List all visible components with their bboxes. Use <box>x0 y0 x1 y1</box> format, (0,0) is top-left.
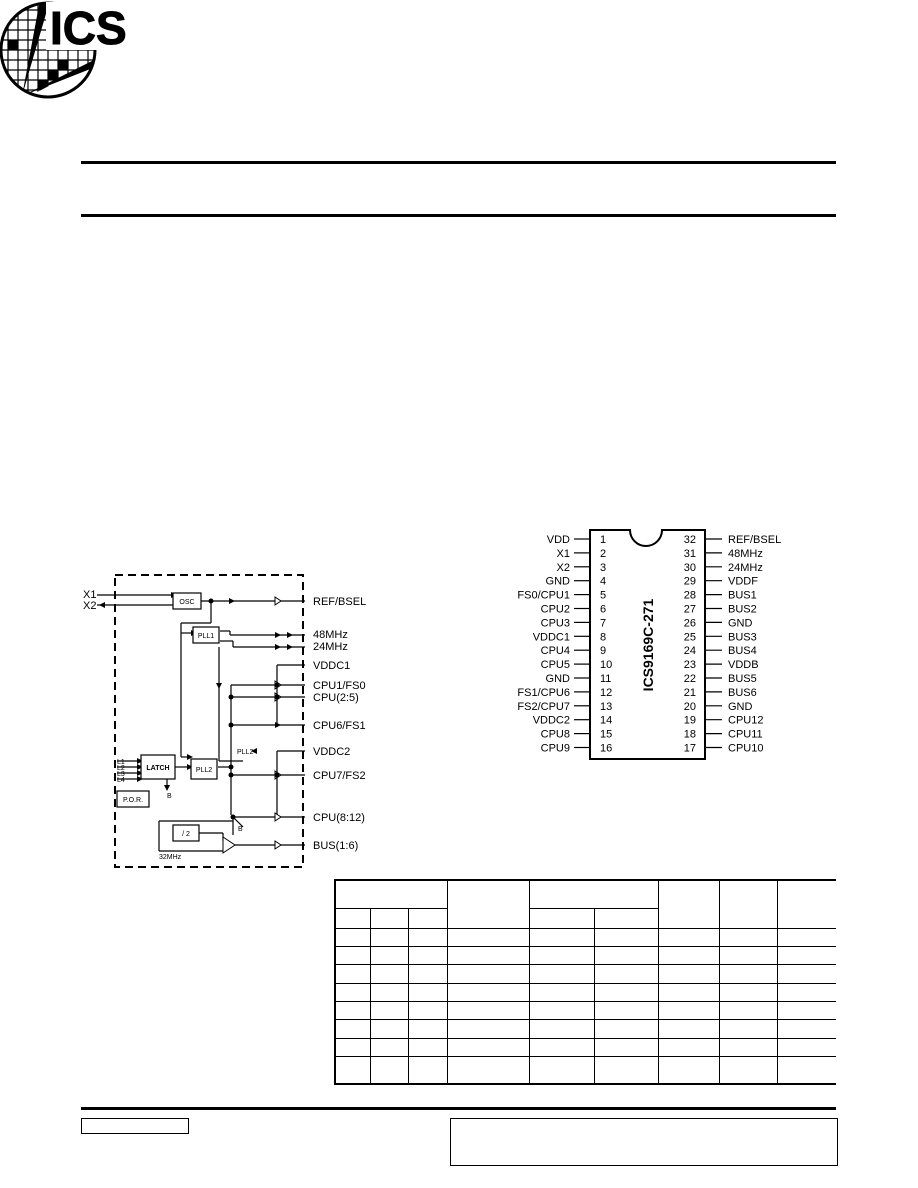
pin-number: 18 <box>683 728 696 741</box>
pin-number: 28 <box>683 589 696 602</box>
table-header-cell <box>335 908 370 928</box>
pin-number: 7 <box>600 617 607 630</box>
pin-number: 12 <box>600 686 613 699</box>
table-header-cell <box>594 908 658 928</box>
header-rule-top <box>81 161 836 164</box>
table-header-cell <box>778 880 836 928</box>
pin-label: VDDC2 <box>532 714 570 727</box>
footer-rule <box>81 1107 836 1110</box>
pin-label: BUS5 <box>728 673 757 685</box>
pin-label: CPU4 <box>540 645 570 658</box>
latch-input-l1: L1 <box>117 759 125 766</box>
pin-label: CPU10 <box>728 742 764 755</box>
table-row <box>335 928 836 946</box>
pin-number: 6 <box>600 603 607 616</box>
output-ref: REF/BSEL <box>313 596 367 608</box>
pin-label: CPU8 <box>540 728 570 741</box>
pin-number: 2 <box>600 547 607 560</box>
pin-label: VDDF <box>728 575 758 588</box>
output-cpu25: CPU(2:5) <box>313 692 359 704</box>
table-row <box>335 1020 836 1038</box>
footer-doc-number-box <box>81 1118 189 1134</box>
pin-label: BUS2 <box>728 603 757 616</box>
pin-number: 20 <box>683 700 696 713</box>
output-cpu1: CPU1/FS0 <box>313 680 366 692</box>
pin-label: VDDB <box>728 659 759 672</box>
pin-label: VDD <box>546 534 570 546</box>
latch-input-l3: L3 <box>117 771 125 778</box>
pin-number: 17 <box>683 742 696 755</box>
pin-label: GND <box>545 673 570 685</box>
table-row <box>335 965 836 983</box>
pin-label: 48MHz <box>728 547 763 560</box>
mhz32-label: 32MHz <box>159 854 182 861</box>
pin-label: CPU2 <box>540 603 570 616</box>
table-row <box>335 946 836 964</box>
latch-input-l4: L4 <box>117 777 125 784</box>
pin-label: GND <box>728 617 753 630</box>
table-row <box>335 1056 836 1084</box>
pin-label: CPU9 <box>540 742 570 755</box>
table-header-cell <box>530 880 659 908</box>
pin-label: FS0/CPU1 <box>517 589 570 602</box>
pll2-block-label: PLL2 <box>195 767 213 774</box>
b-label-2: B <box>238 826 243 833</box>
pin-label: X1 <box>556 547 570 560</box>
pin-label: GND <box>545 575 570 588</box>
pin-label: BUS4 <box>728 645 757 658</box>
osc-label: OSC <box>179 599 195 606</box>
block-diagram <box>75 565 395 875</box>
pin-number: 1 <box>600 534 607 546</box>
pin-number: 22 <box>683 673 696 685</box>
output-cpu6: CPU6/FS1 <box>313 720 366 732</box>
pin-number: 3 <box>600 561 607 574</box>
table-row <box>335 983 836 1001</box>
pll2-label: PLL2 <box>237 749 254 756</box>
output-vddc1: VDDC1 <box>313 660 351 672</box>
table-row <box>335 1001 836 1019</box>
pin-number: 16 <box>600 742 613 755</box>
input-x2: X2 <box>83 600 97 612</box>
table-header-cell <box>335 880 448 908</box>
pin-label: BUS3 <box>728 631 757 644</box>
pin-label: BUS6 <box>728 686 757 699</box>
pin-label: GND <box>728 700 753 713</box>
output-cpu7: CPU7/FS2 <box>313 770 366 782</box>
pin-number: 21 <box>683 686 696 699</box>
pin-label: CPU5 <box>540 659 570 672</box>
pin-label: BUS1 <box>728 589 757 602</box>
por-label: P.O.R. <box>122 797 144 804</box>
pin-label: REF/BSEL <box>728 534 782 546</box>
ics-logo <box>0 0 127 98</box>
latch-input-l2: L2 <box>117 765 125 772</box>
pin-number: 8 <box>600 631 607 644</box>
footer-notice-box <box>450 1118 838 1166</box>
pin-label: CPU12 <box>728 714 764 727</box>
pin-number: 9 <box>600 645 607 658</box>
pin-number: 15 <box>600 728 613 741</box>
table-row <box>335 1038 836 1056</box>
table-header-cell <box>370 908 409 928</box>
pin-number: 11 <box>600 673 612 685</box>
b-label-1: B <box>167 793 172 800</box>
output-48mhz: 48MHz <box>313 629 348 641</box>
pin-label: CPU3 <box>540 617 570 630</box>
pll1-label: PLL1 <box>197 633 215 640</box>
chip-id: ICS9169C-271 <box>640 598 656 692</box>
pin-number: 24 <box>683 645 696 658</box>
pin-number: 4 <box>600 575 607 588</box>
pin-number: 23 <box>683 659 696 672</box>
pin-number: 29 <box>683 575 696 588</box>
latch-label: LATCH <box>146 765 170 772</box>
pin-number: 27 <box>683 603 696 616</box>
output-cpu812: CPU(8:12) <box>313 812 365 824</box>
pin-number: 19 <box>683 714 696 727</box>
header-rule-bottom <box>81 214 836 217</box>
input-x1: X1 <box>83 589 97 601</box>
table-header-cell <box>530 908 594 928</box>
pin-number: 32 <box>683 534 696 546</box>
pin-number: 5 <box>600 589 607 602</box>
pin-number: 10 <box>600 659 613 672</box>
pin-label: VDDC1 <box>532 631 570 644</box>
pin-configuration <box>500 525 820 765</box>
pin-label: CPU11 <box>728 728 763 741</box>
pin-label: 24MHz <box>728 561 763 574</box>
pin-number: 31 <box>683 547 696 560</box>
pin-label: FS1/CPU6 <box>517 686 570 699</box>
pin-number: 30 <box>683 561 696 574</box>
pin-number: 25 <box>683 631 696 644</box>
pin-number: 26 <box>683 617 696 630</box>
output-24mhz: 24MHz <box>313 641 348 653</box>
output-bus: BUS(1:6) <box>313 840 359 852</box>
table-header-cell <box>719 880 778 928</box>
pin-number: 13 <box>600 700 613 713</box>
logo-text: ICS <box>50 2 127 54</box>
table-header-cell <box>448 880 530 928</box>
pin-label: X2 <box>556 561 570 574</box>
div2-label: / 2 <box>182 831 190 838</box>
frequency-select-table <box>334 879 836 1085</box>
output-vddc2: VDDC2 <box>313 746 351 758</box>
pin-number: 14 <box>600 714 613 727</box>
pin-label: FS2/CPU7 <box>517 700 570 713</box>
table-header-cell <box>659 880 720 928</box>
table-header-cell <box>409 908 448 928</box>
